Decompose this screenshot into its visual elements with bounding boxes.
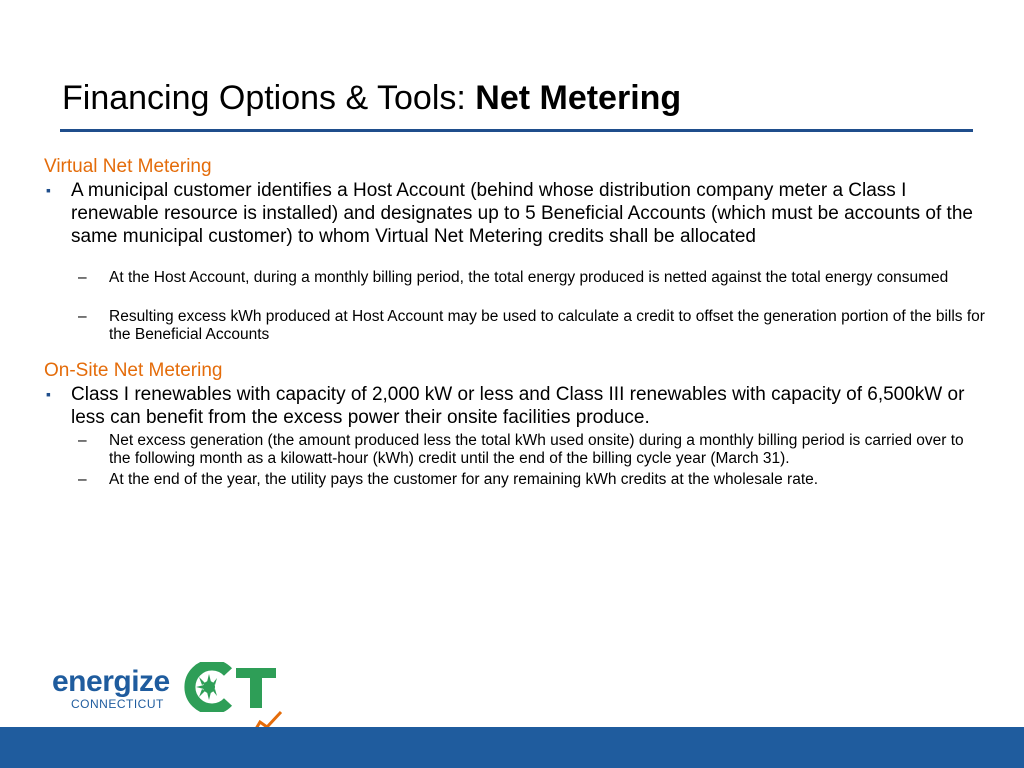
logo-wordmark: energize <box>52 665 170 698</box>
onsite-sub-text-2: At the end of the year, the utility pays the customer for any remaining kWh credits at the wholesale rate. <box>109 471 819 488</box>
sunburst-icon <box>196 674 217 700</box>
footer-bar <box>0 727 1024 768</box>
title-bold: Net Metering <box>475 79 682 117</box>
onsite-bullet-text: Class I renewables with capacity of 2,000 kW or less and Class III renewables with capacity of 6,500kW or less can benefit from the excess power their onsite facilities produce. <box>71 384 965 428</box>
dash-marker: – <box>78 471 87 488</box>
title-regular: Financing Options & Tools: <box>62 79 476 117</box>
dash-marker: – <box>78 269 87 286</box>
bullet-marker: ▪ <box>46 182 51 198</box>
virtual-bullet-text: A municipal customer identifies a Host Account (behind whose distribution company meter a Class I renewable resource is installed) and designates up to 5 Beneficial Accounts (which must be accounts of the same municipal customer) to whom Virtual Net Metering credits shall be allocated <box>71 180 973 247</box>
onsite-bullet <box>44 383 989 429</box>
virtual-net-metering-heading: Virtual Net Metering <box>44 156 212 177</box>
onsite-sub-text-1: Net excess generation (the amount produced less the total kWh used onsite) during a monthly billing period is carried over to the following month as a kilowatt-hour (kWh) credit until the end of the billing cycle year (March 31). <box>109 432 964 467</box>
dash-marker: – <box>78 432 87 449</box>
onsite-net-metering-heading: On-Site Net Metering <box>44 360 223 381</box>
virtual-sub-item <box>44 269 989 287</box>
bullet-marker: ▪ <box>46 386 51 402</box>
dash-marker: – <box>78 308 87 325</box>
virtual-bullet <box>44 179 989 248</box>
virtual-sub-text-2: Resulting excess kWh produced at Host Account may be used to calculate a credit to offset the generation portion of the bills for the Beneficial Accounts <box>109 308 985 343</box>
slide-content <box>44 155 989 489</box>
onsite-sub-item <box>44 471 989 489</box>
page-title <box>62 76 681 120</box>
title-underline <box>60 129 973 132</box>
virtual-sub-item <box>44 308 989 344</box>
virtual-sub-text-1: At the Host Account, during a monthly billing period, the total energy produced is netted against the total energy consumed <box>109 269 949 286</box>
logo-subtitle: CONNECTICUT <box>71 697 164 711</box>
onsite-sub-item <box>44 432 989 468</box>
